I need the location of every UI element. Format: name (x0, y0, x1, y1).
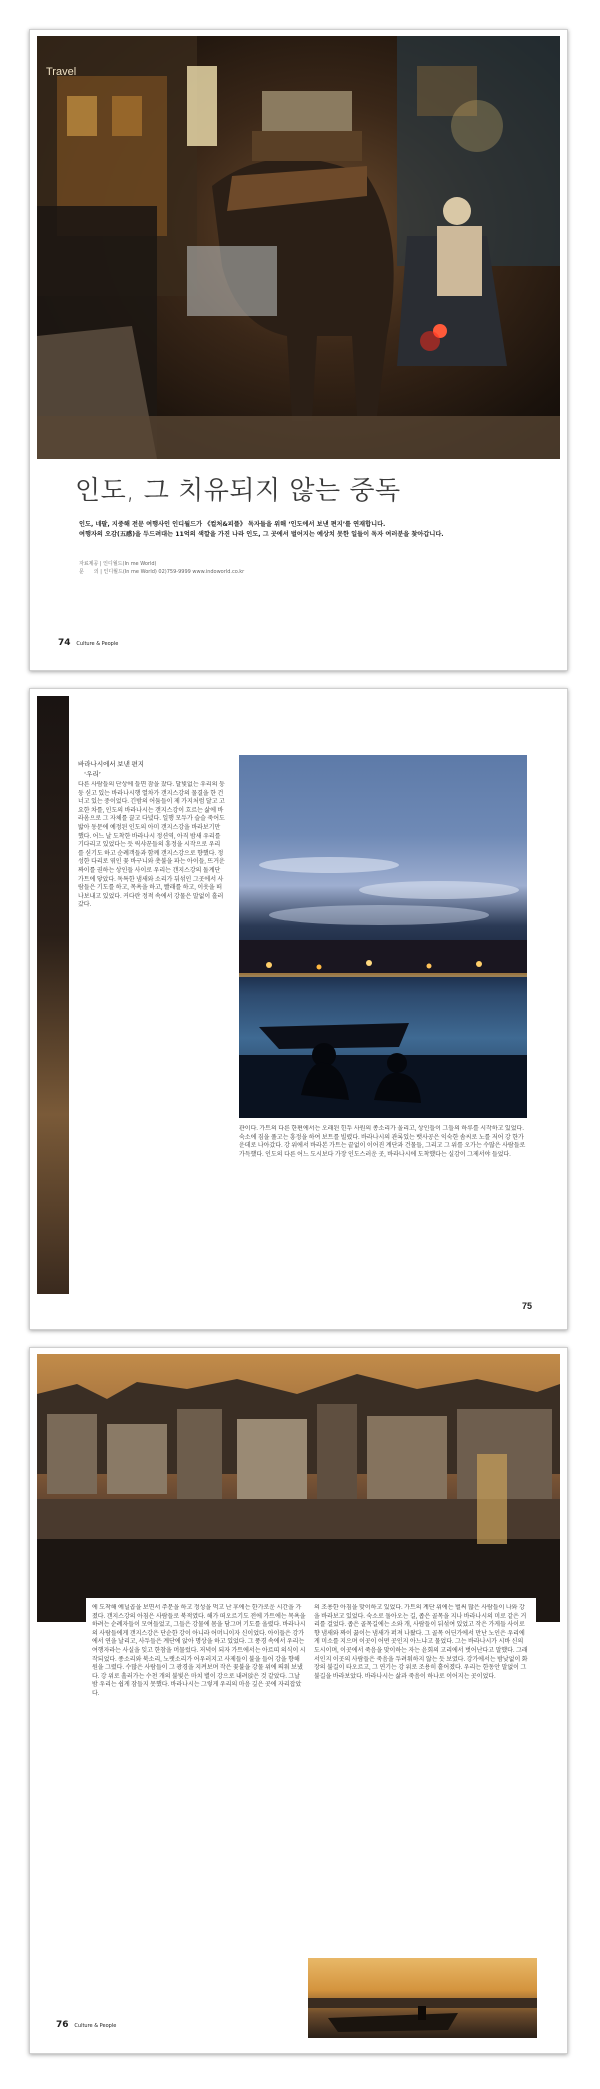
intro-text (79, 520, 539, 540)
elephant-night-street-photo (37, 36, 560, 459)
letter-subtitle: ‘우리’ (84, 771, 101, 778)
credits (79, 560, 244, 576)
magazine-name: Culture & People (76, 641, 119, 647)
ganges-evening-photo (239, 755, 527, 1118)
section-label: Travel (46, 66, 77, 78)
letter-heading (78, 760, 144, 780)
page-footer (58, 638, 118, 648)
page-number: 74 (58, 638, 71, 648)
varanasi-ghats-photo (37, 1354, 560, 1622)
magazine-page-76 (29, 1347, 568, 2054)
page-title: 인도, 그 치유되지 않는 중독 (75, 476, 401, 506)
magazine-page-75 (29, 688, 568, 1330)
intro-line-1: 인도, 네팔, 지중해 전문 여행사인 인디월드가 《컬처&피플》 독자들을 위해 ‘인도에서 보낸 편지’를 연재합니다. (79, 521, 386, 528)
intro-line-2: 여행자의 오감(五感)을 두드려대는 11억의 색깔을 가진 나라 인도, 그 곳에서 벌어지는 예상치 못한 일들이 독자 여러분을 찾아갑니다. (79, 531, 444, 538)
body-text-left-column: 에 도착해 예닐곱을 보면서 주문을 하고 정성을 먹고 난 후에는 한가로운 시간을 가졌다. 갠지스강의 아침은 사람들로 북적였다. 해가 떠오르기도 전에 가트에는 목욕을 하려는 순례자들이 모여들었고, 그들은 강물에 몸을 담그며 기도를 올렸다. 바라나시의 사람들에게 갠지스강은 단순한 강이 아니라 어머니이자 신이었다. 아이들은 강가에서 연을 날리고, 사두들은 계단에 앉아 명상을 하고 있었다. 그 풍경 속에서 우리는 여행자라는 사실을 잊고 한참을 머물렀다. 저녁이 되자 가트에서는 아르띠 의식이 시작되었다. 종소리와 북소리, 노랫소리가 어우러지고 사제들이 불을 들어 강을 향해 원을 그렸다. 수많은 사람들이 그 광경을 지켜보며 작은 꽃불을 강물 위에 띄워 보냈다. 강 위로 흘러가는 수천 개의 불빛은 마치 별이 강으로 내려앉은 것 같았다. 그날 밤 우리는 쉽게 잠들지 못했다. 바라나시는 그렇게 우리의 마음 깊은 곳에 자리잡았다. (92, 1605, 306, 1697)
page-number: 76 (56, 2020, 69, 2030)
magazine-page-74 (29, 29, 568, 671)
letter-title: 바라나시에서 보낸 편지 (78, 761, 145, 768)
magazine-name: Culture & People (74, 2023, 117, 2029)
page-number: 75 (522, 1301, 533, 1311)
credit-contact: 문 의 | 인디월드(In me World) 02)759-9999 www.indoworld.co.kr (79, 569, 245, 575)
page-footer (56, 2020, 116, 2030)
credit-source: 자료제공 | 인디월드(In me World) (79, 561, 157, 567)
sunset-boat-photo (308, 1958, 537, 2038)
body-text-bottom-wide: 관이다. 가트의 다른 한편에서는 오래된 힌두 사원의 종소리가 울리고, 상인들이 그들의 하루를 시작하고 있었다. 숙소에 짐을 풀고는 흥정을 하여 보트를 빌렸다. 바라나시의 관록있는 뱃사공은 익숙한 솜씨로 노를 저어 강 한가운데로 나아갔다. 강 위에서 바라본 가트는 끝없이 이어진 계단과 건물들, 그리고 그 위를 오가는 수많은 사람들로 가득했다. 인도의 다른 어느 도시보다 가장 인도스러운 곳, 바라나시에 도착했다는 실감이 그제서야 들었다. (239, 1126, 526, 1158)
left-edge-photo-strip (37, 696, 69, 1294)
body-text-left-column: 다른 사람들의 단상에 들면 잠을 잤다. 달빛없는 우리의 둥둥 싣고 있는 바라나시행 열차가 갠지스강의 물결을 한 건너고 있는 중이었다. 긴밤의 어둠들이 제 가지처럼 달고 고요한 차를, 인도의 바라나시는 갠지스강이 흐르는 삶에 바라옴으로 그 자체를 끌고 다녔다. 일행 모두가 슬슬 죽어도 밟아 동문에 예정된 인도의 아미 갠지스강을 바라보기만 했다. 어느 날 도착한 바라나시 정션역, 아직 밤새 우리를 기다리고 있었다는 듯 릭샤꾼들의 흥정을 시작으로 우리를 싣기도 하고 순례객들과 함께 갠지스강으로 향했다. 정성한 다리로 엮인 꽃 바구니와 촛불을 파는 아이들, 뜨거운 짜이를 권하는 상인들 사이로 우리는 갠지스강의 돌계단 가트에 닿았다. 독특한 냄새와 소리가 뒤섞인 그곳에서 사람들은 기도를 하고, 목욕을 하고, 빨래를 하고, 이웃을 떠나보내고 있었다. 커다란 정적 속에서 강물은 말없이 흘러갔다. (78, 782, 225, 909)
body-text-right-column: 의 조용한 아침을 맞이하고 있었다. 가트의 계단 위에는 벌써 많은 사람들이 나와 강을 바라보고 있었다. 숙소로 돌아오는 길, 좁은 골목을 지나 바라나시의 미로 같은 거리를 걸었다. 좁은 골목길에는 소와 개, 사람들이 뒤섞여 있었고 작은 가게들 사이로 향 냄새와 짜이 끓이는 냄새가 퍼져 나왔다. 그 골목 어딘가에서 만난 노인은 우리에게 미소를 지으며 이곳이 어떤 곳인지 아느냐고 물었다. 그는 바라나시가 시바 신의 도시이며, 이곳에서 죽음을 맞이하는 자는 윤회의 고리에서 벗어난다고 말했다. 그래서인지 이곳의 사람들은 죽음을 두려워하지 않는 듯 보였다. 강가에서는 밤낮없이 화장의 불길이 타오르고, 그 연기는 강 위로 조용히 흩어졌다. 우리는 한동안 말없이 그 불길을 바라보았다. 바라나시는 삶과 죽음이 하나로 이어지는 곳이었다. (314, 1605, 528, 1680)
